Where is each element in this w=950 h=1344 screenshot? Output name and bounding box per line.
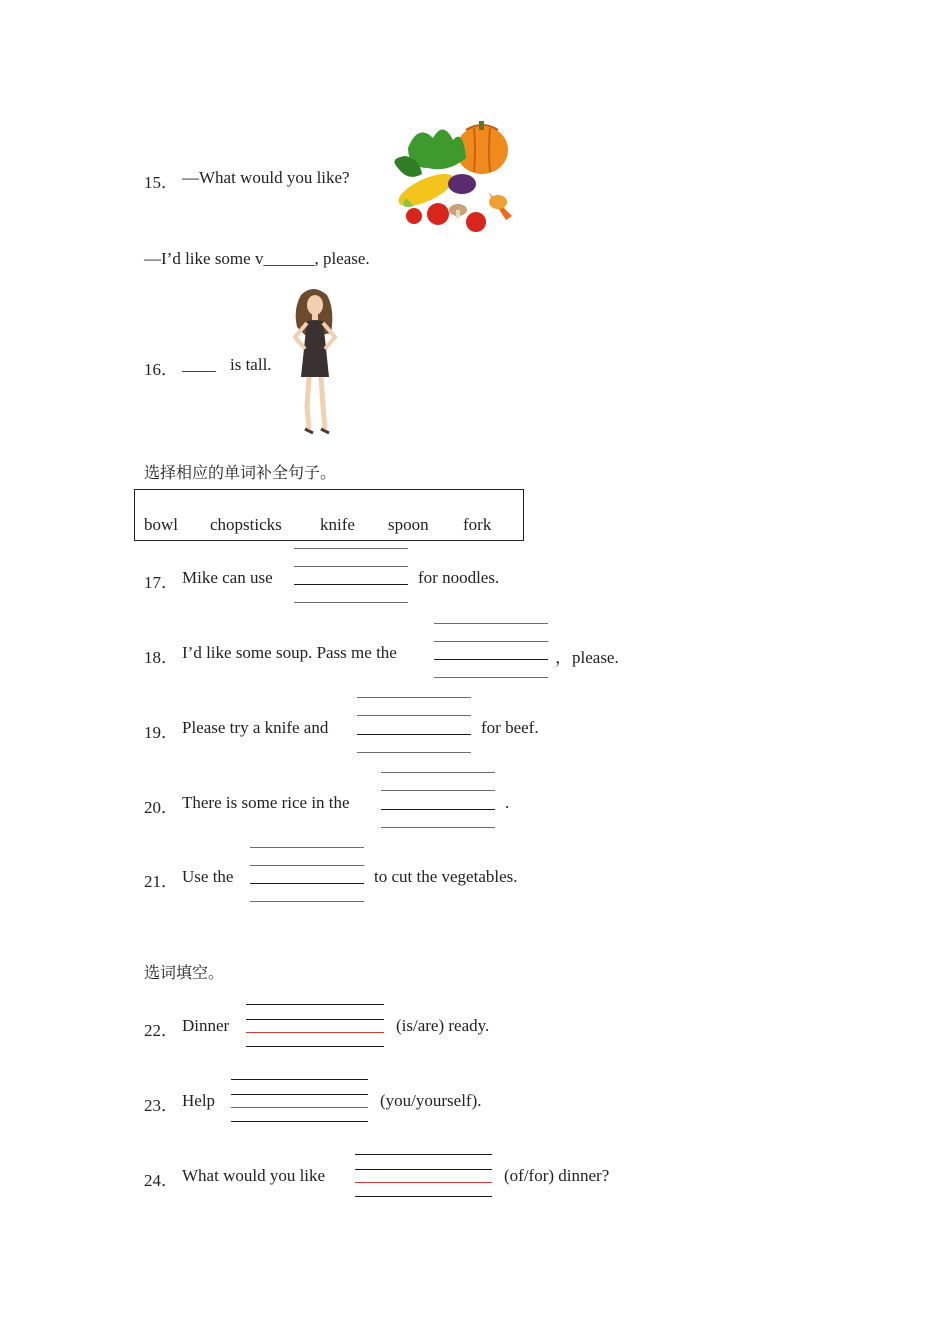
- q15-question: —What would you like?: [182, 168, 350, 187]
- q22-blank-line: [246, 1046, 384, 1047]
- section2-title: 选词填空。: [144, 963, 225, 982]
- section1-title: 选择相应的单词补全句子。: [144, 463, 337, 482]
- q24-blank-line: [355, 1154, 492, 1155]
- q21-blank-line: [250, 847, 364, 848]
- q24-blank-line: [355, 1169, 492, 1170]
- vegetables-picture: [378, 118, 522, 236]
- q20-blank-line: [381, 772, 495, 773]
- q22-number: 22．: [144, 1021, 178, 1040]
- q23-number: 23．: [144, 1096, 178, 1115]
- q20-answer-blank[interactable]: [381, 809, 495, 810]
- word-bank-item-bowl: bowl: [144, 515, 178, 534]
- q21-blank-line: [250, 865, 364, 866]
- q18-blank-line: [434, 677, 548, 678]
- q23-answer-blank[interactable]: [231, 1107, 368, 1108]
- q20-number: 20．: [144, 798, 178, 817]
- q23-blank-line: [231, 1121, 368, 1122]
- q24-blank-line: [355, 1196, 492, 1197]
- q22-text-after: (is/are) ready.: [396, 1016, 490, 1035]
- word-bank-item-chopsticks: chopsticks: [210, 515, 282, 534]
- q17-text-before: Mike can use: [182, 568, 273, 587]
- q18-answer-blank[interactable]: [434, 659, 548, 660]
- q17-text-after: for noodles.: [418, 568, 500, 587]
- q18-blank-line: [434, 641, 548, 642]
- q19-blank-line: [357, 697, 471, 698]
- q21-number: 21．: [144, 872, 178, 891]
- q23-blank-line: [231, 1094, 368, 1095]
- q20-blank-line: [381, 790, 495, 791]
- q22-blank-line: [246, 1004, 384, 1005]
- q22-blank-line: [246, 1019, 384, 1020]
- q17-blank-line: [294, 602, 408, 603]
- q21-answer-blank[interactable]: [250, 883, 364, 884]
- q17-answer-blank[interactable]: [294, 584, 408, 585]
- q19-number: 19．: [144, 723, 178, 742]
- q20-text-after: .: [505, 793, 510, 812]
- q19-blank-line: [357, 715, 471, 716]
- q19-answer-blank[interactable]: [357, 734, 471, 735]
- q19-blank-line: [357, 752, 471, 753]
- q24-text-after: (of/for) dinner?: [504, 1166, 610, 1185]
- q17-blank-line: [294, 548, 408, 549]
- q17-blank-line: [294, 566, 408, 567]
- q22-answer-blank[interactable]: [246, 1032, 384, 1033]
- word-bank-item-knife: knife: [320, 515, 355, 534]
- q23-text-after: (you/yourself).: [380, 1091, 482, 1110]
- q24-text-before: What would you like: [182, 1166, 326, 1185]
- q16-blank: ____: [182, 355, 216, 374]
- q18-number: 18．: [144, 648, 178, 667]
- q23-text-before: Help: [182, 1091, 216, 1110]
- q24-answer-blank[interactable]: [355, 1182, 492, 1183]
- q15-number: 15．: [144, 173, 178, 192]
- q18-text-before: I’d like some soup. Pass me the: [182, 643, 397, 662]
- q22-text-before: Dinner: [182, 1016, 230, 1035]
- q19-text-after: for beef.: [481, 718, 539, 737]
- q24-number: 24．: [144, 1171, 178, 1190]
- q21-text-before: Use the: [182, 867, 234, 886]
- word-bank-item-spoon: spoon: [388, 515, 429, 534]
- q18-blank-line: [434, 623, 548, 624]
- q20-blank-line: [381, 827, 495, 828]
- q17-number: 17．: [144, 573, 178, 592]
- q15-answer-line: —I’d like some v______, please.: [144, 249, 370, 268]
- q20-text-before: There is some rice in the: [182, 793, 350, 812]
- q23-blank-line: [231, 1079, 368, 1080]
- word-bank-item-fork: fork: [463, 515, 492, 534]
- tall-woman-picture: [287, 287, 341, 439]
- q21-blank-line: [250, 901, 364, 902]
- q21-text-after: to cut the vegetables.: [374, 867, 518, 886]
- q16-number: 16．: [144, 360, 178, 379]
- q19-text-before: Please try a knife and: [182, 718, 329, 737]
- q18-text-after: ，please.: [555, 648, 619, 667]
- q16-text: is tall.: [230, 355, 272, 374]
